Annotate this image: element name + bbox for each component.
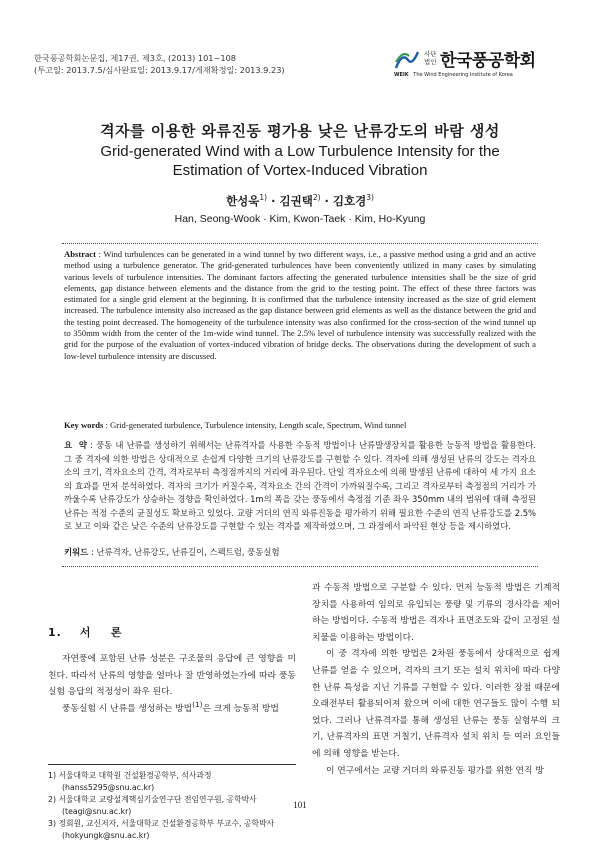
footnote-1: 1) 서울대학교 대학원 건설환경공학부, 석사과정 (hanss5295@snu.ac.kr) bbox=[48, 771, 212, 792]
title-english-line-2: Estimation of Vortex-Induced Vibration bbox=[172, 162, 428, 179]
page-number: 101 bbox=[293, 800, 307, 810]
body-right-column bbox=[312, 580, 560, 779]
body-paragraph: 이 연구에서는 교량 거더의 와류진동 평가를 위한 연직 방 bbox=[326, 765, 544, 776]
korean-keywords-label: 키워드 bbox=[64, 547, 89, 557]
citation-mark: (1) bbox=[192, 699, 203, 709]
summary-text: : 풍동 내 난류를 생성하기 위해서는 난류격자를 사용한 수동적 방법이나 난류발생장치를 활용한 능동적 방법을 활용한다. 그 중 격자에 의한 방법은 상대적으로 손쉽게 다양한 크기의 난류강도를 구현할 수 있다. 격자에 의해 생성된 난류의 강도는 격자요소의 크기, 격자요소의 간격, 격자로부터 측정점까지의 거리에 좌우된다. 단일 격자요소에 의해 발생된 난류에 대하여 세 가지 요소의 효과를 먼저 분석하였다. 격자의 크기가 커질수록, 격자요소 간의 간격이 가까워질수록, 그리고 격자로부터 측정점의 거리가 가까울수록 난류강도가 상승하는 경향을 확인하였다. 1m의 폭을 갖는 풍동에서 측정점 기준 좌우 350mm 내의 범위에 대해 측정된 난류는 적정 수준의 균질성도 확보하고 있었다. 교량 거더의 연직 와류진동을 평가하기 위해 필요한 수준의 연직 난류강도를 2.5%로 보고 이와 같은 낮은 수준의 난류강도를 구현할 수 있는 격자를 제작하였으며, 그 과정에서 파악된 현상 등을 제시하였다. bbox=[64, 440, 536, 531]
body-paragraph bbox=[48, 701, 296, 718]
author-2-mark: 2) bbox=[312, 193, 321, 203]
authors-english: Han, Seong-Wook · Kim, Kwon-Taek · Kim, Ho-Kyung bbox=[174, 213, 426, 225]
logo-small-text-1: 사단 bbox=[424, 50, 437, 58]
section-number: 1. bbox=[48, 626, 62, 639]
society-english-name: The Wind Engineering Institute of Korea bbox=[413, 72, 513, 78]
footnote-3: 3) 정회원, 교신저자, 서울대학교 건설환경공학부 부교수, 공학박사 (hokyungk@snu.ac.kr) bbox=[48, 819, 275, 840]
summary-label: 요 약 bbox=[64, 440, 87, 450]
weik-logo-icon bbox=[394, 48, 420, 72]
footnote-rule bbox=[48, 764, 296, 765]
author-separator: · bbox=[320, 194, 333, 208]
author-separator: · bbox=[267, 194, 280, 208]
title-korean: 격자를 이용한 와류진동 평가용 낮은 난류강도의 바람 생성 bbox=[100, 122, 500, 140]
divider-bottom bbox=[62, 566, 538, 567]
korean-keywords-text: : 난류격자, 난류강도, 난류길이, 스펙트럼, 풍동실험 bbox=[90, 547, 280, 557]
journal-citation: 한국풍공학회논문집, 제17권, 제3호, (2013) 101~108 bbox=[34, 53, 237, 63]
author-3-name: 김호경 bbox=[332, 194, 367, 208]
abstract-text: : Wind turbulences can be generated in a wind tunnel by two different ways, i.e., a passive method using a grid and an active method using a turbulence generator. The grid-generated turbulences have been conveniently utilized in many cases by simulating various levels of turbulence intensities. The dominant factors affecting the generated turbulence intensities shall be the size of grid elements, gap distance between elements and the distance from the grid to the testing point. The effect of these three factors was estimated for a single grid element at the beginning. It is confirmed that the turbulence intensity increased as the size of grid element increased. The turbulence intensity also increased as the gap distance between grid elements as well as the distance between the grid and the testing point decreased. The homogeneity of the turbulence intensity was also confirmed for the cross-section of the wind tunnel up to 350mm width from the center of the 1m-wide wind tunnel. The 2.5% level of turbulence intensity was successfully realized with the grid for the purpose of the evaluation of vortex-induced vibration of bridge decks. The observations during the development of such a low-level turbulence intensity are discussed. bbox=[64, 249, 536, 361]
author-1-name: 한성욱 bbox=[226, 194, 260, 208]
logo-small-text-2: 법인 bbox=[424, 58, 437, 66]
abstract-label: Abstract bbox=[64, 249, 96, 259]
korean-keywords bbox=[64, 546, 536, 558]
body-paragraph: 이 중 격자에 의한 방법은 2차원 풍동에서 상대적으로 쉽게 난류를 얻을 수 있으며, 격자의 크기 또는 설치 위치에 따라 다양한 난류 특성을 지닌 기류를 구현할 수 있다. 이러한 장점 때문에 오래전부터 활용되어져 왔으며 이에 대한 연구들도 많이 수행 되었다. 그러나 난류격자를 통해 생성된 난류는 풍동 실험부의 크기, 난류격자의 표면 거칠기, 난류격자 설치 위치 등 여러 요인들에 의해 영향을 받는다. bbox=[312, 649, 560, 759]
society-logo bbox=[394, 44, 564, 80]
body-paragraph: 자연풍에 포함된 난류 성분은 구조물의 응답에 큰 영향을 미친다. 따라서 난류의 영향을 얼마나 잘 반영하였는가에 따라 풍동실험 응답의 적정성이 좌우 된다. bbox=[48, 654, 296, 698]
footnote-2: 2) 서울대학교 교량설계핵심기술연구단 전임연구원, 공학박사 (teagi@snu.ac.kr) bbox=[48, 795, 257, 816]
journal-header bbox=[34, 52, 285, 76]
keywords bbox=[64, 420, 536, 430]
society-acronym: WEIK bbox=[394, 72, 409, 78]
divider-top bbox=[62, 243, 538, 244]
section-title: 서 론 bbox=[79, 626, 123, 639]
paragraph-2-start: 풍동실험 시 난류를 생성하는 방법 bbox=[62, 703, 193, 714]
author-1-mark: 1) bbox=[259, 193, 268, 203]
submission-dates: (투고일: 2013.7.5/심사완료일: 2013.9.17/게재확정일: 2013.9.23) bbox=[34, 65, 285, 75]
keywords-text: : Grid-generated turbulence, Turbulence intensity, Length scale, Spectrum, Wind tunnel bbox=[105, 420, 407, 430]
korean-summary bbox=[64, 439, 536, 534]
author-2-name: 김권택 bbox=[279, 194, 313, 208]
authors-korean bbox=[0, 193, 600, 209]
body-left-column bbox=[48, 651, 296, 717]
author-3-mark: 3) bbox=[366, 193, 374, 203]
abstract bbox=[64, 249, 536, 362]
title-english-line-1: Grid-generated Wind with a Low Turbulence Intensity for the bbox=[100, 143, 500, 160]
society-name: 한국풍공학회 bbox=[440, 51, 536, 71]
paragraph-2-end: 은 크게 능동적 방법 bbox=[202, 703, 279, 714]
title-english bbox=[0, 142, 600, 180]
keywords-label: Key words bbox=[64, 420, 104, 430]
body-paragraph: 과 수동적 방법으로 구분할 수 있다. 먼저 능동적 방법은 기계적 장치를 사용하여 임의로 유입되는 풍량 및 기류의 경사각을 제어하는 방법이다. 수동적 방법은 격자나 표면조도와 같이 고정된 설치물을 이용하는 방법이다. bbox=[312, 583, 560, 643]
section-heading bbox=[48, 624, 122, 640]
